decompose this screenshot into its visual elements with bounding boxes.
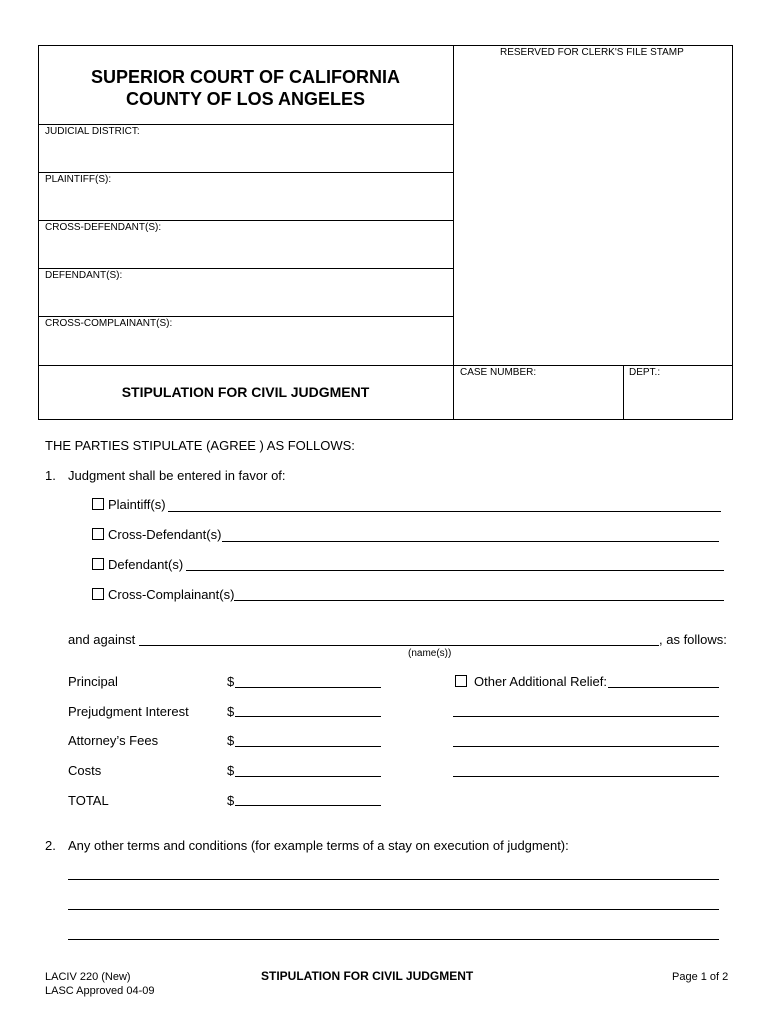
- terms-line-3[interactable]: [68, 939, 719, 940]
- costs-label: Costs: [68, 763, 102, 778]
- footer-page: Page 1 of 2: [672, 971, 729, 983]
- plaintiff-label: PLAINTIFF(S):: [45, 174, 112, 185]
- plaintiff-option-label: Plaintiff(s): [108, 497, 166, 512]
- plaintiff-name-line[interactable]: [168, 511, 721, 512]
- other-relief-line-4[interactable]: [453, 776, 719, 777]
- attorneys-fees-label: Attorney’s Fees: [68, 733, 159, 748]
- cross-defendant-field[interactable]: [40, 234, 450, 266]
- court-name: [38, 66, 453, 110]
- other-relief-label: Other Additional Relief:: [474, 674, 607, 689]
- principal-amount-line[interactable]: [235, 687, 381, 688]
- judicial-district-label: JUDICIAL DISTRICT:: [45, 126, 140, 137]
- total-label: TOTAL: [68, 793, 109, 808]
- total-currency: $: [227, 793, 235, 808]
- prejudgment-interest-label: Prejudgment Interest: [68, 704, 189, 719]
- principal-currency: $: [227, 674, 235, 689]
- costs-amount-line[interactable]: [235, 776, 381, 777]
- cross-complainant-option-label: Cross-Complainant(s): [108, 587, 235, 602]
- footer-title: STIPULATION FOR CIVIL JUDGMENT: [261, 969, 474, 983]
- total-amount-line[interactable]: [235, 805, 381, 806]
- defendant-field[interactable]: [40, 282, 450, 314]
- field-divider: [38, 316, 453, 317]
- principal-label: Principal: [68, 674, 118, 689]
- dept-label: DEPT.:: [629, 367, 661, 378]
- cross-complainant-name-line[interactable]: [234, 600, 724, 601]
- case-number-field[interactable]: [455, 380, 621, 418]
- other-relief-checkbox[interactable]: [455, 675, 467, 687]
- title-divider: [38, 365, 733, 366]
- defendant-label: DEFENDANT(S):: [45, 270, 123, 281]
- cross-defendant-option-label: Cross-Defendant(s): [108, 527, 222, 542]
- cross-defendant-label: CROSS-DEFENDANT(S):: [45, 222, 162, 233]
- cross-complainant-field[interactable]: [40, 330, 450, 363]
- plaintiff-field[interactable]: [40, 186, 450, 218]
- court-line-1: SUPERIOR COURT OF CALIFORNIA: [91, 67, 400, 87]
- court-divider: [38, 124, 453, 125]
- field-divider: [38, 220, 453, 221]
- defendant-checkbox[interactable]: [92, 558, 104, 570]
- against-label: and against: [68, 632, 136, 647]
- terms-line-2[interactable]: [68, 909, 719, 910]
- attorneys-fees-currency: $: [227, 733, 235, 748]
- case-number-label: CASE NUMBER:: [460, 367, 537, 378]
- item-2-number: 2.: [45, 838, 56, 853]
- dept-field[interactable]: [625, 380, 731, 418]
- dept-divider: [623, 365, 624, 420]
- cross-defendant-name-line[interactable]: [222, 541, 719, 542]
- defendant-option-label: Defendant(s): [108, 557, 184, 572]
- cross-defendant-checkbox[interactable]: [92, 528, 104, 540]
- clerk-stamp-label: RESERVED FOR CLERK'S FILE STAMP: [500, 47, 684, 58]
- other-relief-line-3[interactable]: [453, 746, 719, 747]
- cross-complainant-label: CROSS-COMPLAINANT(S):: [45, 318, 173, 329]
- attorneys-fees-amount-line[interactable]: [235, 746, 381, 747]
- prejudgment-interest-amount-line[interactable]: [235, 716, 381, 717]
- item-1-text: Judgment shall be entered in favor of:: [68, 468, 286, 483]
- field-divider: [38, 268, 453, 269]
- costs-currency: $: [227, 763, 235, 778]
- footer-approved: LASC Approved 04-09: [45, 985, 155, 997]
- defendant-name-line[interactable]: [186, 570, 724, 571]
- against-names-line[interactable]: [139, 645, 659, 646]
- terms-line-1[interactable]: [68, 879, 719, 880]
- other-relief-line-2[interactable]: [453, 716, 719, 717]
- field-divider: [38, 172, 453, 173]
- plaintiff-checkbox[interactable]: [92, 498, 104, 510]
- stamp-divider: [453, 45, 454, 420]
- names-caption: (name(s)): [408, 648, 452, 659]
- item-1-number: 1.: [45, 468, 56, 483]
- form-title: STIPULATION FOR CIVIL JUDGMENT: [121, 384, 370, 400]
- cross-complainant-checkbox[interactable]: [92, 588, 104, 600]
- judicial-district-field[interactable]: [40, 138, 450, 170]
- as-follows-label: , as follows:: [659, 632, 727, 647]
- footer-form-id: LACIV 220 (New): [45, 971, 131, 983]
- item-2-text: Any other terms and conditions (for example terms of a stay on execution of judgment):: [68, 838, 569, 853]
- other-relief-line-1[interactable]: [608, 687, 719, 688]
- prejudgment-interest-currency: $: [227, 704, 235, 719]
- court-line-2: COUNTY OF LOS ANGELES: [125, 89, 366, 109]
- intro-text: THE PARTIES STIPULATE (AGREE ) AS FOLLOWS:: [45, 438, 355, 453]
